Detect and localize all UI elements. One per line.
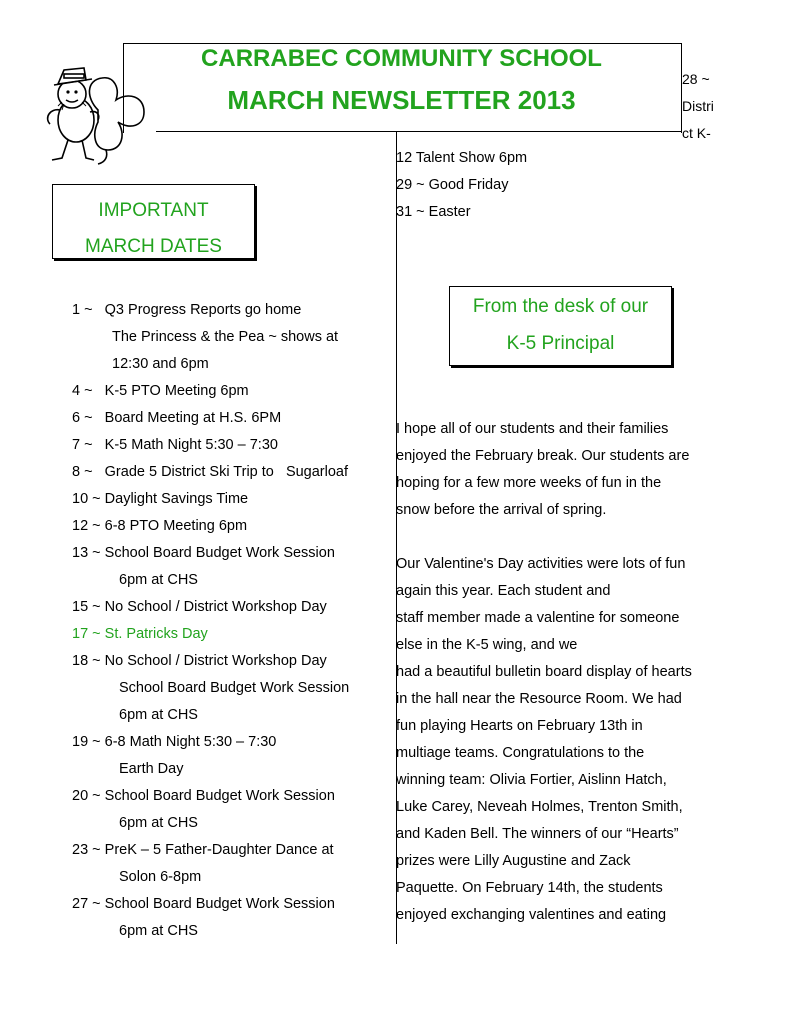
heading-line: IMPORTANT (98, 200, 209, 221)
side-note-line: Distri (682, 98, 714, 114)
heading-line: MARCH DATES (85, 236, 222, 257)
text-line: enjoyed the February break. Our students are (396, 448, 690, 464)
important-dates-heading (53, 193, 254, 265)
text-line: Luke Carey, Neveah Holmes, Trenton Smith, (396, 799, 683, 815)
list-item: Earth Day (119, 761, 184, 777)
list-item: 17 ~ St. Patricks Day (72, 626, 208, 642)
text-line: staff member made a valentine for someone (396, 610, 680, 626)
principal-letter (396, 416, 726, 929)
list-item: School Board Budget Work Session (119, 680, 350, 696)
text-line: and Kaden Bell. The winners of our “Hearts” (396, 826, 679, 842)
list-item: 31 ~ Easter (396, 204, 471, 220)
principal-box (449, 286, 672, 366)
heading-line: From the desk of our (472, 296, 649, 317)
list-item: 27 ~ School Board Budget Work Session (72, 896, 335, 912)
list-item: 10 ~ Daylight Savings Time (72, 491, 249, 507)
list-item: 4 ~ K-5 PTO Meeting 6pm (72, 383, 249, 399)
side-note-line: ct K- (682, 125, 711, 141)
list-item: 6pm at CHS (119, 815, 198, 831)
text-line: enjoyed exchanging valentines and eating (396, 907, 667, 923)
text-line: again this year. Each student and (396, 583, 611, 599)
text-line: else in the K-5 wing, and we (396, 637, 578, 653)
march-dates-list (72, 297, 392, 945)
text-line: prizes were Lilly Augustine and Zack (396, 853, 631, 869)
text-line: I hope all of our students and their families (396, 421, 669, 437)
list-item: 6pm at CHS (119, 572, 198, 588)
text-line: hoping for a few more weeks of fun in the (396, 475, 662, 491)
list-item: 6 ~ Board Meeting at H.S. 6PM (72, 410, 282, 426)
list-item: 18 ~ No School / District Workshop Day (72, 653, 327, 669)
list-item: 19 ~ 6-8 Math Night 5:30 – 7:30 (72, 734, 277, 750)
list-item: 1 ~ Q3 Progress Reports go home (72, 302, 302, 318)
school-title: CARRABEC COMMUNITY SCHOOL (201, 45, 602, 72)
text-line: Paquette. On February 14th, the students (396, 880, 663, 896)
list-item: 7 ~ K-5 Math Night 5:30 – 7:30 (72, 437, 278, 453)
header-divider (156, 131, 681, 132)
text-line: in the hall near the Resource Room. We had (396, 691, 682, 707)
list-item: 12 Talent Show 6pm (396, 150, 528, 166)
list-item: 8 ~ Grade 5 District Ski Trip to Sugarloaf (72, 464, 349, 480)
list-item: 12:30 and 6pm (112, 356, 209, 372)
list-item: 13 ~ School Board Budget Work Session (72, 545, 335, 561)
text-line: Our Valentine's Day activities were lots of fun (396, 556, 686, 572)
newsletter-title: MARCH NEWSLETTER 2013 (227, 85, 576, 115)
principal-heading (450, 288, 671, 362)
list-item: 15 ~ No School / District Workshop Day (72, 599, 327, 615)
list-item: 23 ~ PreK – 5 Father-Daughter Dance at (72, 842, 334, 858)
list-item: 20 ~ School Board Budget Work Session (72, 788, 335, 804)
list-item: 6pm at CHS (119, 923, 198, 939)
list-item: 12 ~ 6-8 PTO Meeting 6pm (72, 518, 248, 534)
list-item: 29 ~ Good Friday (396, 177, 509, 193)
important-dates-box (52, 184, 255, 259)
side-note-line: 28 ~ (682, 71, 710, 87)
top-dates-list (396, 145, 527, 226)
list-item: 6pm at CHS (119, 707, 198, 723)
text-line: multiage teams. Congratulations to the (396, 745, 645, 761)
heading-line: K-5 Principal (506, 333, 615, 354)
text-line: snow before the arrival of spring. (396, 502, 607, 518)
text-line: fun playing Hearts on February 13th in (396, 718, 643, 734)
paragraph-gap (396, 524, 726, 551)
text-line: had a beautiful bulletin board display of hearts (396, 664, 692, 680)
list-item: The Princess & the Pea ~ shows at (112, 329, 339, 345)
text-line: winning team: Olivia Fortier, Aislinn Hatch, (396, 772, 667, 788)
side-note (682, 66, 722, 147)
list-item: Solon 6-8pm (119, 869, 202, 885)
